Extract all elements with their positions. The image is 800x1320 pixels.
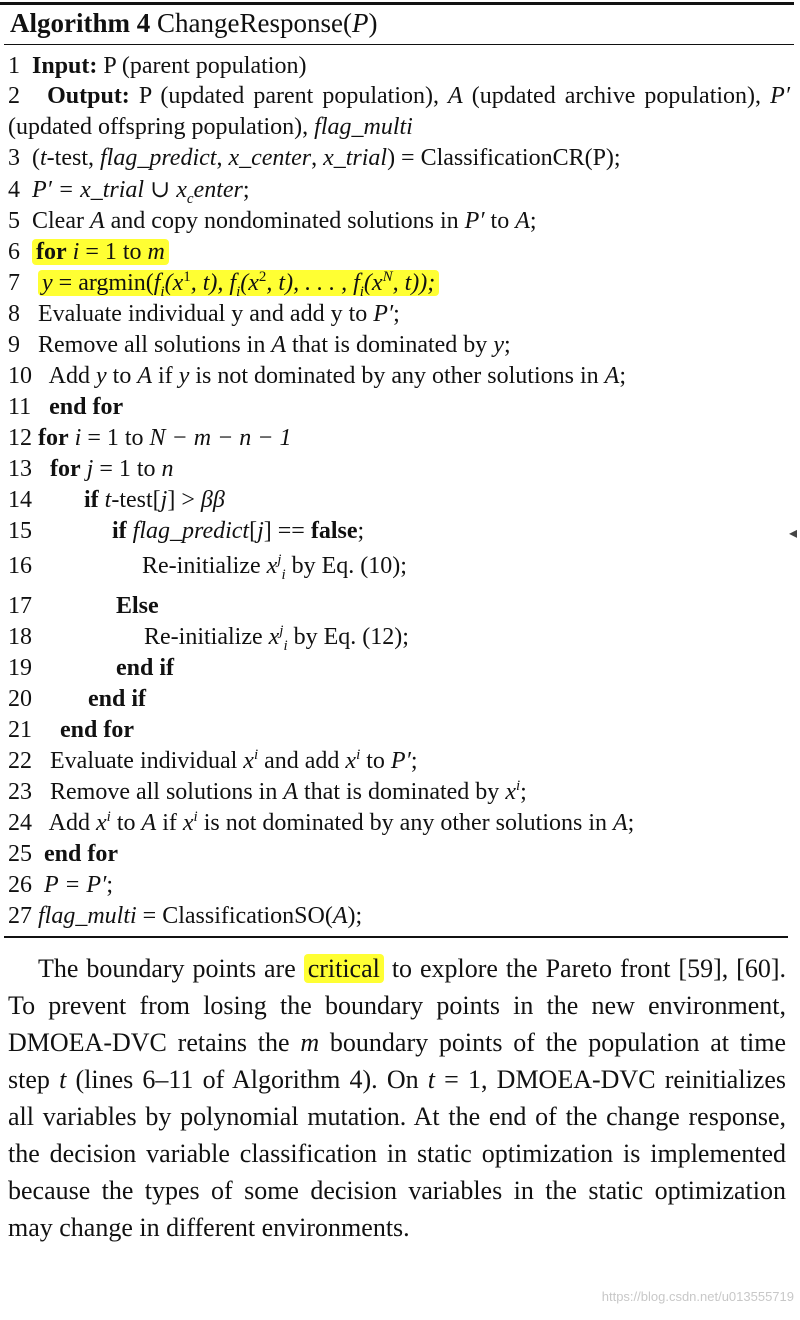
- algo-line-19: 19 end if: [8, 655, 175, 681]
- algo-line-20: 20 end if: [8, 686, 147, 712]
- bottom-rule: [4, 936, 788, 938]
- algo-line-23: 23 Remove all solutions in A that is dominated by $x^i$;: [8, 778, 527, 805]
- algorithm-param: P: [351, 8, 369, 38]
- algo-line-6: 6 for i = 1 to m: [8, 238, 169, 266]
- algorithm-name: ChangeResponse(: [156, 8, 352, 38]
- algo-line-21: 21 end for: [8, 717, 134, 743]
- algo-line-4: 4 P′ = x_trial ∪ $x_center$;: [8, 177, 250, 207]
- algorithm-close: ): [368, 8, 378, 38]
- algo-line-24: 24 Add $x^i$ to A if $x^i$ is not dominated by any other solutions in A;: [8, 809, 635, 836]
- algo-line-7: 7 $y = argmin(f_i(x^1$, t), $f_i(x^2$, t), . . . , $f_i(x^N$, t));: [8, 269, 439, 297]
- body-paragraph: The boundary points are critical to explore the Pareto front [59], [60]. To prevent from losing the boundary points in the new environment, DMOEA-DVC retains the m boundary points of the population at time step t (lines 6–11 of Algorithm 4). On t = 1, DMOEA-DVC reinitializes all variables by polynomial mutation. At the end of the change response, the decision variable classification in static optimization is implemented because the types of some decision variables in the static optimization may change in different environments.: [8, 954, 787, 1242]
- algo-line-18: 18 Re-initialize $x^j_i$ by Eq. (12);: [8, 623, 409, 654]
- algorithm-title: [10, 8, 377, 39]
- algo-line-25: 25 end for: [8, 841, 118, 867]
- highlight-critical: critical: [304, 954, 384, 983]
- algo-line-3: 3 (t-test, flag_predict, x_center, x_trial) = ClassificationCR(P);: [8, 145, 621, 171]
- algo-line-22: 22 Evaluate individual $x^i$ and add $x^i$ to P′;: [8, 747, 418, 774]
- algo-line-12: 12 for i = 1 to N − m − n − 1: [8, 425, 292, 451]
- algo-line-1: 1 Input: P (parent population): [8, 53, 307, 79]
- algo-line-8: 8 Evaluate individual y and add y to P′;: [8, 301, 400, 327]
- highlight-line-6: for i = 1 to m: [32, 239, 169, 265]
- algo-line-10: 10 Add y to A if y is not dominated by any other solutions in A;: [8, 363, 626, 389]
- watermark: https://blog.csdn.net/u013555719: [601, 1289, 794, 1304]
- algo-line-11: 11 end for: [8, 394, 124, 420]
- algo-line-15: 15 if flag_predict[j] == false;: [8, 518, 365, 544]
- algorithm-label: Algorithm 4: [10, 8, 151, 38]
- algo-line-14: 14 if t-test[j] > ββ: [8, 487, 225, 513]
- highlight-line-7: $y = argmin(f_i(x^1$, t), $f_i(x^2$, t), . . . , $f_i(x^N$, t));: [38, 270, 439, 296]
- algo-line-9: 9 Remove all solutions in A that is dominated by y;: [8, 332, 511, 358]
- header-rule: [4, 44, 794, 45]
- algo-line-26: 26 P = P′;: [8, 872, 114, 898]
- algo-line-5: 5 Clear A and copy nondominated solutions in P′ to A;: [8, 208, 537, 234]
- algo-line-27: 27 flag_multi = ClassificationSO(A);: [8, 903, 363, 929]
- edge-marker-icon: ◂: [789, 525, 798, 542]
- algo-line-17: 17 Else: [8, 593, 159, 619]
- algo-line-2: 2 Output: P (updated parent population), A (updated archive population), P′ (updated offspring population), flag_multi: [8, 83, 790, 140]
- algo-line-13: 13 for j = 1 to n: [8, 456, 174, 482]
- top-rule: [0, 2, 794, 5]
- algo-line-16: 16 Re-initialize $x^j_i$ by Eq. (10);: [8, 552, 407, 583]
